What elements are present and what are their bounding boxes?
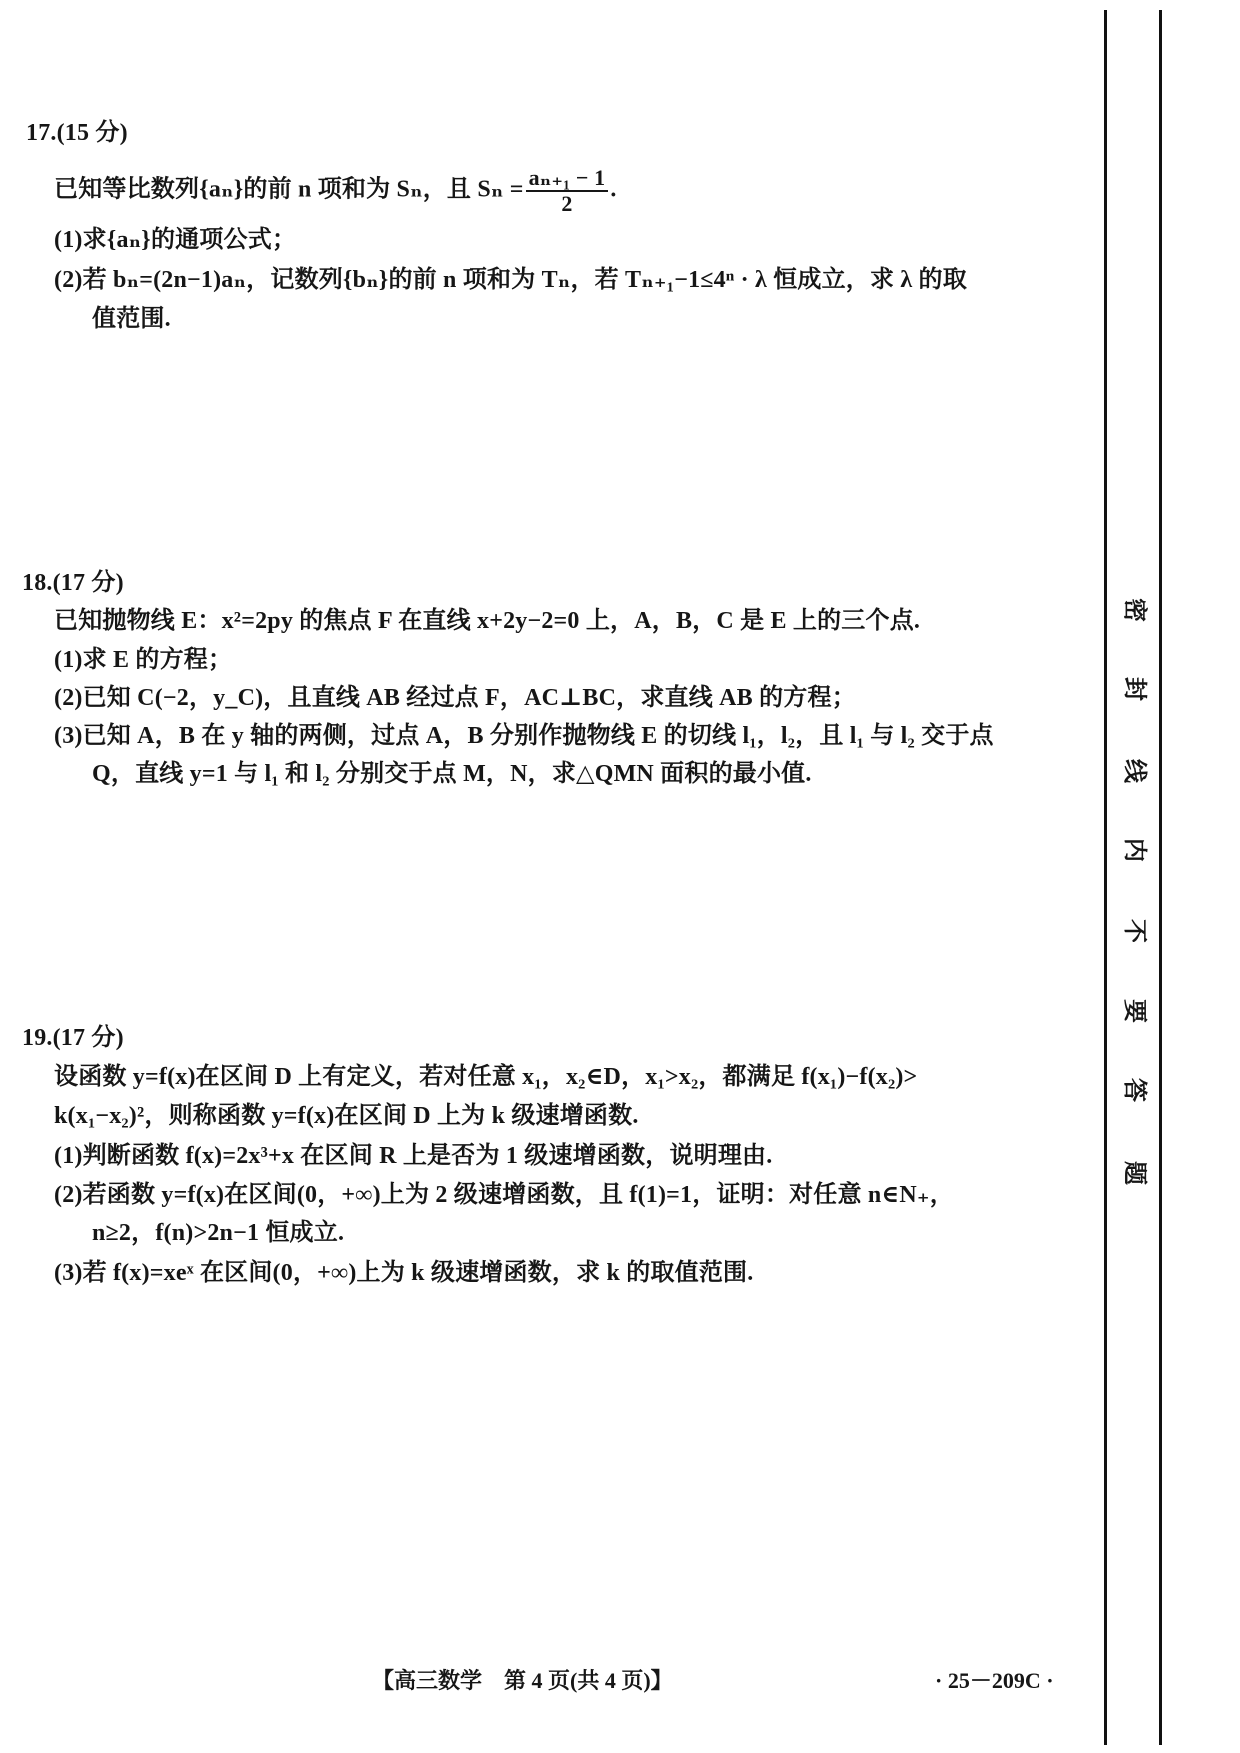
q17-stem-end: . bbox=[610, 176, 617, 203]
q18-header: 18.(17 分) bbox=[22, 570, 124, 596]
q17-fraction-denominator: 2 bbox=[561, 191, 573, 216]
binding-line-left bbox=[1104, 10, 1107, 1745]
binding-margin-char: 封 bbox=[1121, 677, 1147, 701]
q19-stem: 设函数 y=f(x)在区间 D 上有定义，若对任意 x₁，x₂∈D，x₁>x₂，都满足 f(x₁)−f(x₂)> bbox=[54, 1064, 918, 1090]
binding-margin-char: 不 bbox=[1121, 919, 1147, 943]
q19-header: 19.(17 分) bbox=[22, 1025, 124, 1051]
q18-part3-cont: Q，直线 y=1 与 l₁ 和 l₂ 分别交于点 M，N，求△QMN 面积的最小值. bbox=[92, 761, 812, 787]
footer-code: · 25－209C · bbox=[935, 1668, 1054, 1693]
q17-stem bbox=[54, 166, 617, 216]
q19-part1: (1)判断函数 f(x)=2x³+x 在区间 R 上是否为 1 级速增函数，说明理由. bbox=[54, 1143, 773, 1169]
q18-stem: 已知抛物线 E：x²=2py 的焦点 F 在直线 x+2y−2=0 上，A，B，C 是 E 上的三个点. bbox=[54, 608, 921, 634]
binding-margin-char: 题 bbox=[1121, 1161, 1147, 1185]
binding-line-right bbox=[1159, 10, 1162, 1745]
q18-part3: (3)已知 A，B 在 y 轴的两侧，过点 A，B 分别作抛物线 E 的切线 l₁，l₂，且 l₁ 与 l₂ 交于点 bbox=[54, 723, 994, 749]
q18-part1: (1)求 E 的方程； bbox=[54, 647, 233, 673]
binding-margin-char: 线 bbox=[1121, 759, 1147, 783]
q17-part2: (2)若 bₙ=(2n−1)aₙ，记数列{bₙ}的前 n 项和为 Tₙ，若 Tₙ₊₁−1≤4ⁿ · λ 恒成立，求 λ 的取 bbox=[54, 267, 967, 293]
q17-fraction bbox=[526, 166, 609, 216]
q17-fraction-numerator: aₙ₊₁ − 1 bbox=[526, 166, 609, 192]
q17-part2-cont: 值范围. bbox=[92, 306, 171, 332]
q17-stem-text: 已知等比数列{aₙ}的前 n 项和为 Sₙ，且 Sₙ = bbox=[54, 176, 524, 203]
binding-margin-char: 要 bbox=[1121, 999, 1147, 1023]
q18-part2: (2)已知 C(−2，y_C)，且直线 AB 经过点 F，AC⊥BC，求直线 AB 的方程； bbox=[54, 685, 856, 711]
q19-stem-cont: k(x₁−x₂)²，则称函数 y=f(x)在区间 D 上为 k 级速增函数. bbox=[54, 1103, 639, 1129]
q19-part2: (2)若函数 y=f(x)在区间(0，+∞)上为 2 级速增函数，且 f(1)=1，证明：对任意 n∈N₊， bbox=[54, 1182, 954, 1208]
q17-header: 17.(15 分) bbox=[26, 120, 128, 146]
q17-part1: (1)求{aₙ}的通项公式； bbox=[54, 227, 297, 253]
binding-margin-char: 密 bbox=[1121, 598, 1147, 622]
q19-part3: (3)若 f(x)=xeˣ 在区间(0，+∞)上为 k 级速增函数，求 k 的取值范围. bbox=[54, 1260, 754, 1286]
q19-part2-cont: n≥2，f(n)>2n−1 恒成立. bbox=[92, 1220, 345, 1246]
binding-margin-char: 答 bbox=[1121, 1078, 1147, 1102]
footer-page-info: 【高三数学 第 4 页(共 4 页)】 bbox=[372, 1668, 673, 1693]
binding-margin-char: 内 bbox=[1121, 838, 1147, 862]
